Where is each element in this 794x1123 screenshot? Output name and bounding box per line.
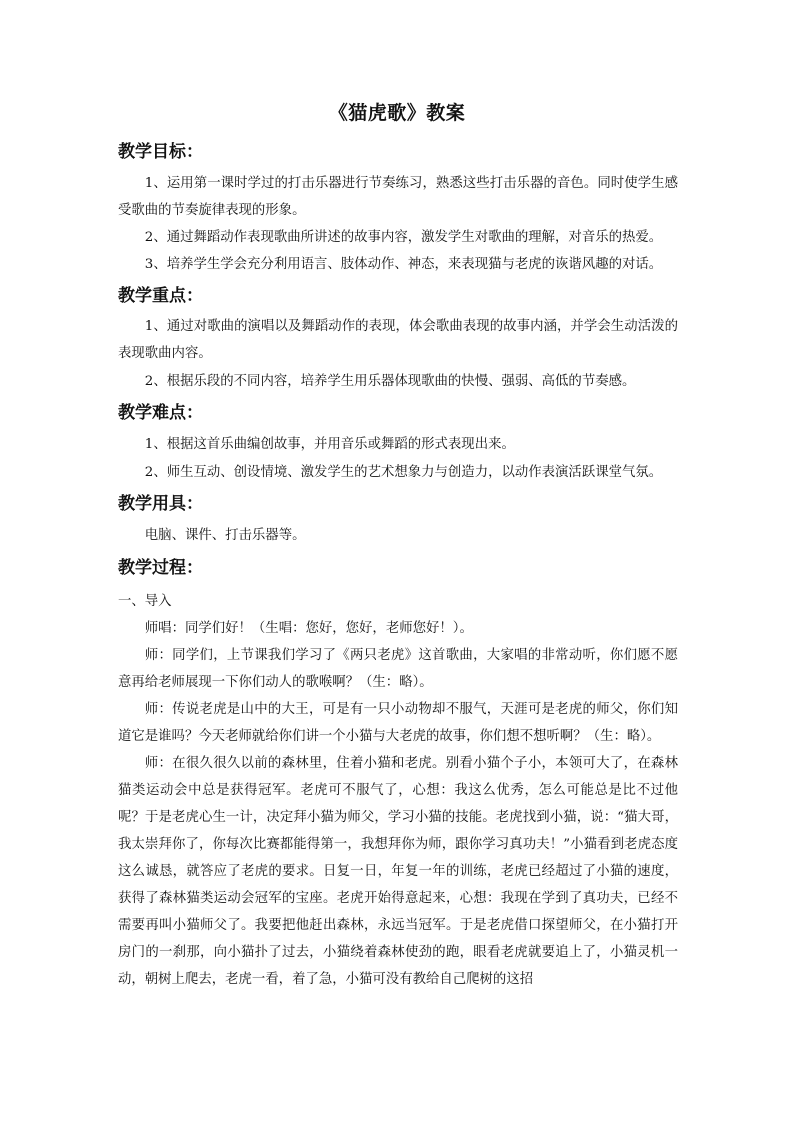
process-paragraph-2: 师：同学们，上节课我们学习了《两只老虎》这首歌曲，大家唱的非常动听，你们愿不愿意再给老师展现一下你们动人的歌喉啊？（生：略）。 xyxy=(118,648,678,690)
process-paragraph-4: 师：在很久很久以前的森林里，住着小猫和老虎。别看小猫个子小，本领可大了，在森林猫类运动会中总是获得冠军。老虎可不服气了，心想：我这么优秀，怎么可能总是比不过他呢？于是老虎心生一计，决定拜小猫为师父，学习小猫的技能。老虎找到小猫，说：“猫大哥，我太崇拜你了，你每次比赛都能得第一，我想拜你为师，跟你学习真功夫！”小猫看到老虎态度这么诚恳，就答应了老虎的要求。日复一日，年复一年的训练，老虎已经超过了小猫的速度，获得了森林猫类运动会冠军的宝座。老虎开始得意起来，心想：我现在学到了真功夫，已经不需要再叫小猫师父了。我要把他赶出森林，永远当冠军。于是老虎借口探望师父，在小猫打开房门的一刹那，向小猫扑了过去，小猫绕着森林使劲的跑，眼看老虎就要追上了，小猫灵机一动，朝树上爬去，老虎一看，着了急，小猫可没有教给自己爬树的这招 xyxy=(118,756,678,987)
key-point-item-1: 1、通过对歌曲的演唱以及舞蹈动作的表现，体会歌曲表现的故事内涵，并学会生动活泼的表现歌曲内容。 xyxy=(118,319,678,361)
section-heading-difficulties: 教学难点： xyxy=(118,403,203,423)
process-paragraph-3: 师：传说老虎是山中的大王，可是有一只小动物却不服气，天涯可是老虎的师父，你们知道它是谁吗？今天老师就给你们讲一个小猫与大老虎的故事，你们想不想听啊？（生：略）。 xyxy=(118,702,678,744)
difficulty-item-2: 2、师生互动、创设情境、激发学生的艺术想象力与创造力，以动作表演活跃课堂气氛。 xyxy=(144,465,663,480)
difficulty-item-1: 1、根据这首乐曲编创故事，并用音乐或舞蹈的形式表现出来。 xyxy=(144,437,515,452)
document-title: 《猫虎歌》教案 xyxy=(328,102,466,124)
goal-item-1: 1、运用第一课时学过的打击乐器进行节奏练习，熟悉这些打击乐器的音色。同时使学生感受歌曲的节奏旋律表现的形象。 xyxy=(118,176,678,218)
goal-item-3: 3、培养学生学会充分利用语言、肢体动作、神态，来表现猫与老虎的诙谐风趣的对话。 xyxy=(144,257,663,272)
section-heading-key-points: 教学重点： xyxy=(118,286,203,306)
section-heading-tools: 教学用具： xyxy=(118,494,203,514)
key-point-item-2: 2、根据乐段的不同内容，培养学生用乐器体现歌曲的快慢、强弱、高低的节奏感。 xyxy=(144,374,636,389)
section-heading-goals: 教学目标： xyxy=(118,142,203,162)
tools-text: 电脑、课件、打击乐器等。 xyxy=(144,528,306,543)
process-paragraph-1: 师唱：同学们好！（生唱：您好，您好，老师您好！）。 xyxy=(144,621,473,636)
section-heading-process: 教学过程： xyxy=(118,558,203,578)
goal-item-2: 2、通过舞蹈动作表现歌曲所讲述的故事内容，激发学生对歌曲的理解，对音乐的热爱。 xyxy=(144,230,663,245)
process-subheading: 一、导入 xyxy=(118,594,172,609)
